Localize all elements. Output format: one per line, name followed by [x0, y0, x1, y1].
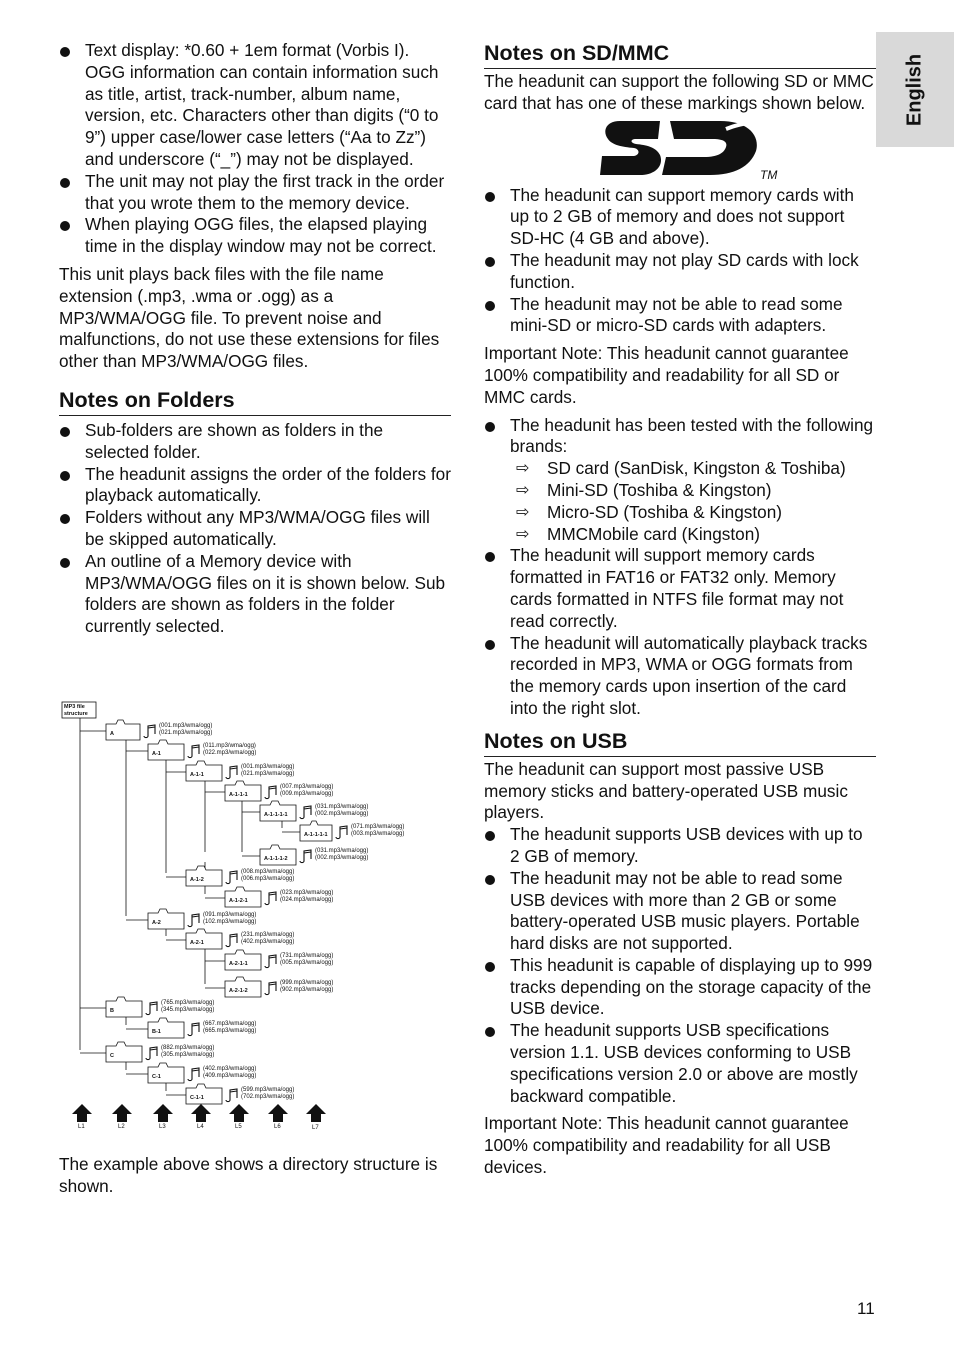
folder-label: A-1-1-1-1: [264, 812, 288, 818]
brand-label: Micro-SD (Toshiba & Kingston): [547, 501, 782, 522]
file-list: (023.mp3/wma/ogg): [280, 890, 334, 896]
folder-icon: [148, 1063, 184, 1083]
folder-icon: [106, 720, 140, 740]
folders-bullet: Folders without any MP3/WMA/OGG files will be skipped automatically.: [59, 507, 451, 551]
extension-paragraph: This unit plays back files with the file name extension (.mp3, .wma or .ogg) as a MP3/WMA/OGG file. To prevent noise and malfunctions, do not use these extensions for files other than MP3/WMA/OGG files.: [59, 263, 440, 372]
folder-label: A-2-1-2: [229, 988, 248, 994]
level-label: L4: [197, 1124, 204, 1130]
sd-bullet: The headunit can support memory cards with up to 2 GB of memory and does not support SD-HC (4 GB and above).: [484, 185, 876, 250]
file-list: (011.mp3/wma/ogg): [203, 743, 256, 749]
file-list: (102.mp3/wma/ogg): [203, 919, 257, 925]
folder-label: A-2: [152, 920, 161, 926]
tree-caption: The example above shows a directory structure is shown.: [59, 1154, 438, 1196]
folder-label: A-2-1: [190, 940, 204, 946]
file-list: (009.mp3/wma/ogg): [280, 791, 334, 797]
level-arrow-icon: [268, 1104, 288, 1122]
usb-heading: Notes on USB: [484, 728, 876, 757]
level-label: L2: [118, 1124, 125, 1130]
file-list: (702.mp3/wma/ogg): [241, 1094, 295, 1100]
folder-label: A-2-1-1: [229, 961, 248, 967]
folders-bullet: An outline of a Memory device with MP3/WMA/OGG files on it is shown below. Sub folders are shown as folders in the folder currently selected.: [59, 551, 451, 638]
file-list: (008.mp3/wma/ogg): [241, 869, 295, 875]
music-note-icon: [226, 1089, 237, 1102]
folder-label: A-1-1-1: [229, 792, 248, 798]
sd-important-note: Important Note: This headunit cannot guarantee 100% compatibility and readability for all SD or MMC cards.: [484, 343, 849, 407]
folder-label: C-1: [152, 1074, 161, 1080]
folder-icon: [148, 909, 184, 929]
folder-icon: [225, 887, 261, 907]
sd-logo-tm: TM: [760, 167, 778, 181]
file-list: (091.mp3/wma/ogg): [203, 912, 257, 918]
directory-tree-svg: [60, 700, 450, 1140]
folder-icon: [148, 740, 184, 760]
level-label: L6: [274, 1124, 281, 1130]
music-note-icon: [146, 1002, 157, 1015]
folder-icon: [225, 781, 261, 801]
file-list: (007.mp3/wma/ogg): [280, 784, 334, 790]
folder-icon: [260, 845, 296, 865]
sd-bullet: The headunit will support memory cards formatted in FAT16 or FAT32 only. Memory cards formatted in NTFS file format may not read correctly.: [484, 545, 876, 632]
music-note-icon: [265, 955, 276, 968]
file-list: (002.mp3/wma/ogg): [315, 855, 369, 861]
folder-label: A-1-1-1-2: [264, 856, 288, 862]
usb-bullet: The headunit supports USB specifications version 1.1. USB devices conforming to USB specifications version 2.0 or above are mostly backward compatible.: [484, 1020, 876, 1107]
folders-heading: Notes on Folders: [59, 387, 451, 416]
brand-item: [484, 480, 876, 502]
music-note-icon: [336, 826, 347, 839]
root-label: MP3 file: [64, 704, 85, 710]
usb-bullet: The headunit supports USB devices with up to 2 GB of memory.: [484, 824, 876, 868]
music-note-icon: [188, 914, 199, 927]
folder-icon: [300, 821, 332, 841]
usb-important-note: Important Note: This headunit cannot guarantee 100% compatibility and readability for all USB devices.: [484, 1113, 849, 1178]
level-label: L3: [159, 1124, 166, 1130]
file-list: (999.mp3/wma/ogg): [280, 980, 334, 986]
sd-heading: Notes on SD/MMC: [484, 40, 876, 69]
file-list: (005.mp3/wma/ogg): [280, 960, 334, 966]
level-arrow-icon: [72, 1104, 92, 1122]
level-arrow-icon: [229, 1104, 249, 1122]
arrow-icon: ⇨: [516, 525, 530, 543]
arrow-icon: ⇨: [516, 481, 530, 499]
folder-icon: [260, 801, 296, 821]
folder-icon: [186, 761, 222, 781]
music-note-icon: [265, 892, 276, 905]
music-note-icon: [146, 1047, 157, 1060]
folder-icon: [225, 950, 261, 970]
file-list: (022.mp3/wma/ogg): [203, 750, 257, 756]
file-list: (031.mp3/wma/ogg): [315, 848, 369, 854]
folder-label: A-1-1: [190, 772, 204, 778]
brand-item: [484, 524, 876, 546]
language-tab-label: English: [903, 53, 926, 127]
sd-intro: The headunit can support the following SD or MMC card that has one of these markings shown below.: [484, 71, 874, 113]
file-list: (003.mp3/wma/ogg): [351, 831, 405, 837]
music-note-icon: [226, 871, 237, 884]
folders-bullet: Sub-folders are shown as folders in the selected folder.: [59, 420, 451, 464]
file-list: (665.mp3/wma/ogg): [203, 1028, 257, 1034]
folder-icon: [186, 1084, 222, 1104]
brand-label: SD card (SanDisk, Kingston & Toshiba): [547, 458, 846, 479]
file-list: (305.mp3/wma/ogg): [161, 1052, 215, 1058]
music-note-icon: [188, 1068, 199, 1081]
folder-icon: [106, 997, 142, 1017]
sd-bullet: The headunit will automatically playback tracks recorded in MP3, WMA or OGG formats from the memory cards upon insertion of the card into the right slot.: [484, 633, 876, 720]
file-list: (667.mp3/wma/ogg): [203, 1021, 257, 1027]
file-list: (902.mp3/wma/ogg): [280, 987, 334, 993]
music-note-icon: [188, 745, 199, 758]
file-list: (402.mp3/wma/ogg): [241, 939, 295, 945]
music-note-icon: [144, 725, 155, 738]
file-list: (765.mp3/wma/ogg): [161, 1000, 215, 1006]
bullet-ogg-time: When playing OGG files, the elapsed playing time in the display window may not be correct.: [59, 214, 451, 258]
music-note-icon: [226, 766, 237, 779]
folders-bullet: The headunit assigns the order of the folders for playback automatically.: [59, 464, 451, 508]
folder-icon: [186, 866, 222, 886]
usb-intro: The headunit can support most passive USB memory sticks and battery-operated USB music players.: [484, 758, 848, 823]
music-note-icon: [226, 934, 237, 947]
left-column: [59, 40, 451, 638]
folder-label: A-1-1-1-1: [304, 832, 328, 838]
file-list: (071.mp3/wma/ogg): [351, 824, 405, 830]
file-list: (024.mp3/wma/ogg): [280, 897, 334, 903]
arrow-icon: ⇨: [516, 503, 530, 521]
music-note-icon: [300, 806, 311, 819]
bullet-text-display: Text display: *0.60 + 1em format (Vorbis I). OGG information can contain information such as title, artist, track-number, album name, version, etc. Characters other than digits (“0 to 9”) upper case/lower case letters (“Aa to Zz”) and underscore (“_”) may not be displayed.: [59, 40, 451, 171]
folder-label: B-1: [152, 1029, 161, 1035]
file-list: (409.mp3/wma/ogg): [203, 1073, 257, 1079]
music-note-icon: [265, 982, 276, 995]
file-list: (731.mp3/wma/ogg): [280, 953, 334, 959]
file-list: (882.mp3/wma/ogg): [161, 1045, 215, 1051]
brand-item: [484, 502, 876, 524]
brand-label: MMCMobile card (Kingston): [547, 523, 760, 544]
level-label: L5: [235, 1124, 242, 1130]
folder-label: A-1: [152, 751, 161, 757]
file-list: (021.mp3/wma/ogg): [241, 771, 295, 777]
folder-label: A-1-2-1: [229, 898, 248, 904]
file-list: (001.mp3/wma/ogg): [159, 723, 213, 729]
language-tab: [876, 32, 954, 147]
level-label: L1: [78, 1124, 85, 1130]
folder-icon: [148, 1018, 184, 1038]
sd-bullet: The headunit may not play SD cards with lock function.: [484, 250, 876, 294]
level-arrow-icon: [112, 1104, 132, 1122]
folder-icon: [106, 1042, 142, 1062]
music-note-icon: [265, 786, 276, 799]
directory-tree-diagram: [60, 700, 450, 1140]
file-list: (599.mp3/wma/ogg): [241, 1087, 295, 1093]
bullet-first-track: The unit may not play the first track in the order that you wrote them to the memory device.: [59, 171, 451, 215]
music-note-icon: [300, 850, 311, 863]
level-label: L7: [312, 1125, 319, 1131]
brand-label: Mini-SD (Toshiba & Kingston): [547, 479, 772, 500]
file-list: (402.mp3/wma/ogg): [203, 1066, 257, 1072]
usb-bullet: The headunit may not be able to read some USB devices with more than 2 GB or some battery-operated USB music players. Portable hard disks are not supported.: [484, 868, 876, 955]
sd-bullet: The headunit may not be able to read some mini-SD or micro-SD cards with adapters.: [484, 294, 876, 338]
folder-icon: [225, 977, 261, 997]
file-list: (002.mp3/wma/ogg): [315, 811, 369, 817]
tested-bullet: The headunit has been tested with the following brands:: [484, 415, 876, 459]
level-arrow-icon: [191, 1104, 211, 1122]
level-arrow-icon: [153, 1104, 173, 1122]
folder-label: B: [110, 1008, 114, 1014]
folder-icon: [186, 929, 222, 949]
root-label: structure: [64, 711, 88, 717]
file-list: (001.mp3/wma/ogg): [241, 764, 295, 770]
folder-label: C: [110, 1053, 114, 1059]
folder-label: A: [110, 731, 114, 737]
file-list: (021.mp3/wma/ogg): [159, 730, 213, 736]
usb-bullet: This headunit is capable of displaying up to 999 tracks depending on the storage capacity of the USB device.: [484, 955, 876, 1020]
file-list: (345.mp3/wma/ogg): [161, 1007, 215, 1013]
file-list: (031.mp3/wma/ogg): [315, 804, 369, 810]
file-list: (231.mp3/wma/ogg): [241, 932, 295, 938]
tree-caption-block: [59, 1154, 451, 1198]
brand-item: [484, 458, 876, 480]
file-list: (006.mp3/wma/ogg): [241, 876, 295, 882]
music-note-icon: [188, 1023, 199, 1036]
right-column: [484, 40, 876, 1179]
folder-label: C-1-1: [190, 1095, 204, 1101]
arrow-icon: ⇨: [516, 460, 530, 478]
folder-label: A-1-2: [190, 877, 204, 883]
sd-logo: [600, 117, 780, 181]
page-number: 11: [857, 1299, 875, 1318]
level-arrow-icon: [306, 1104, 326, 1122]
